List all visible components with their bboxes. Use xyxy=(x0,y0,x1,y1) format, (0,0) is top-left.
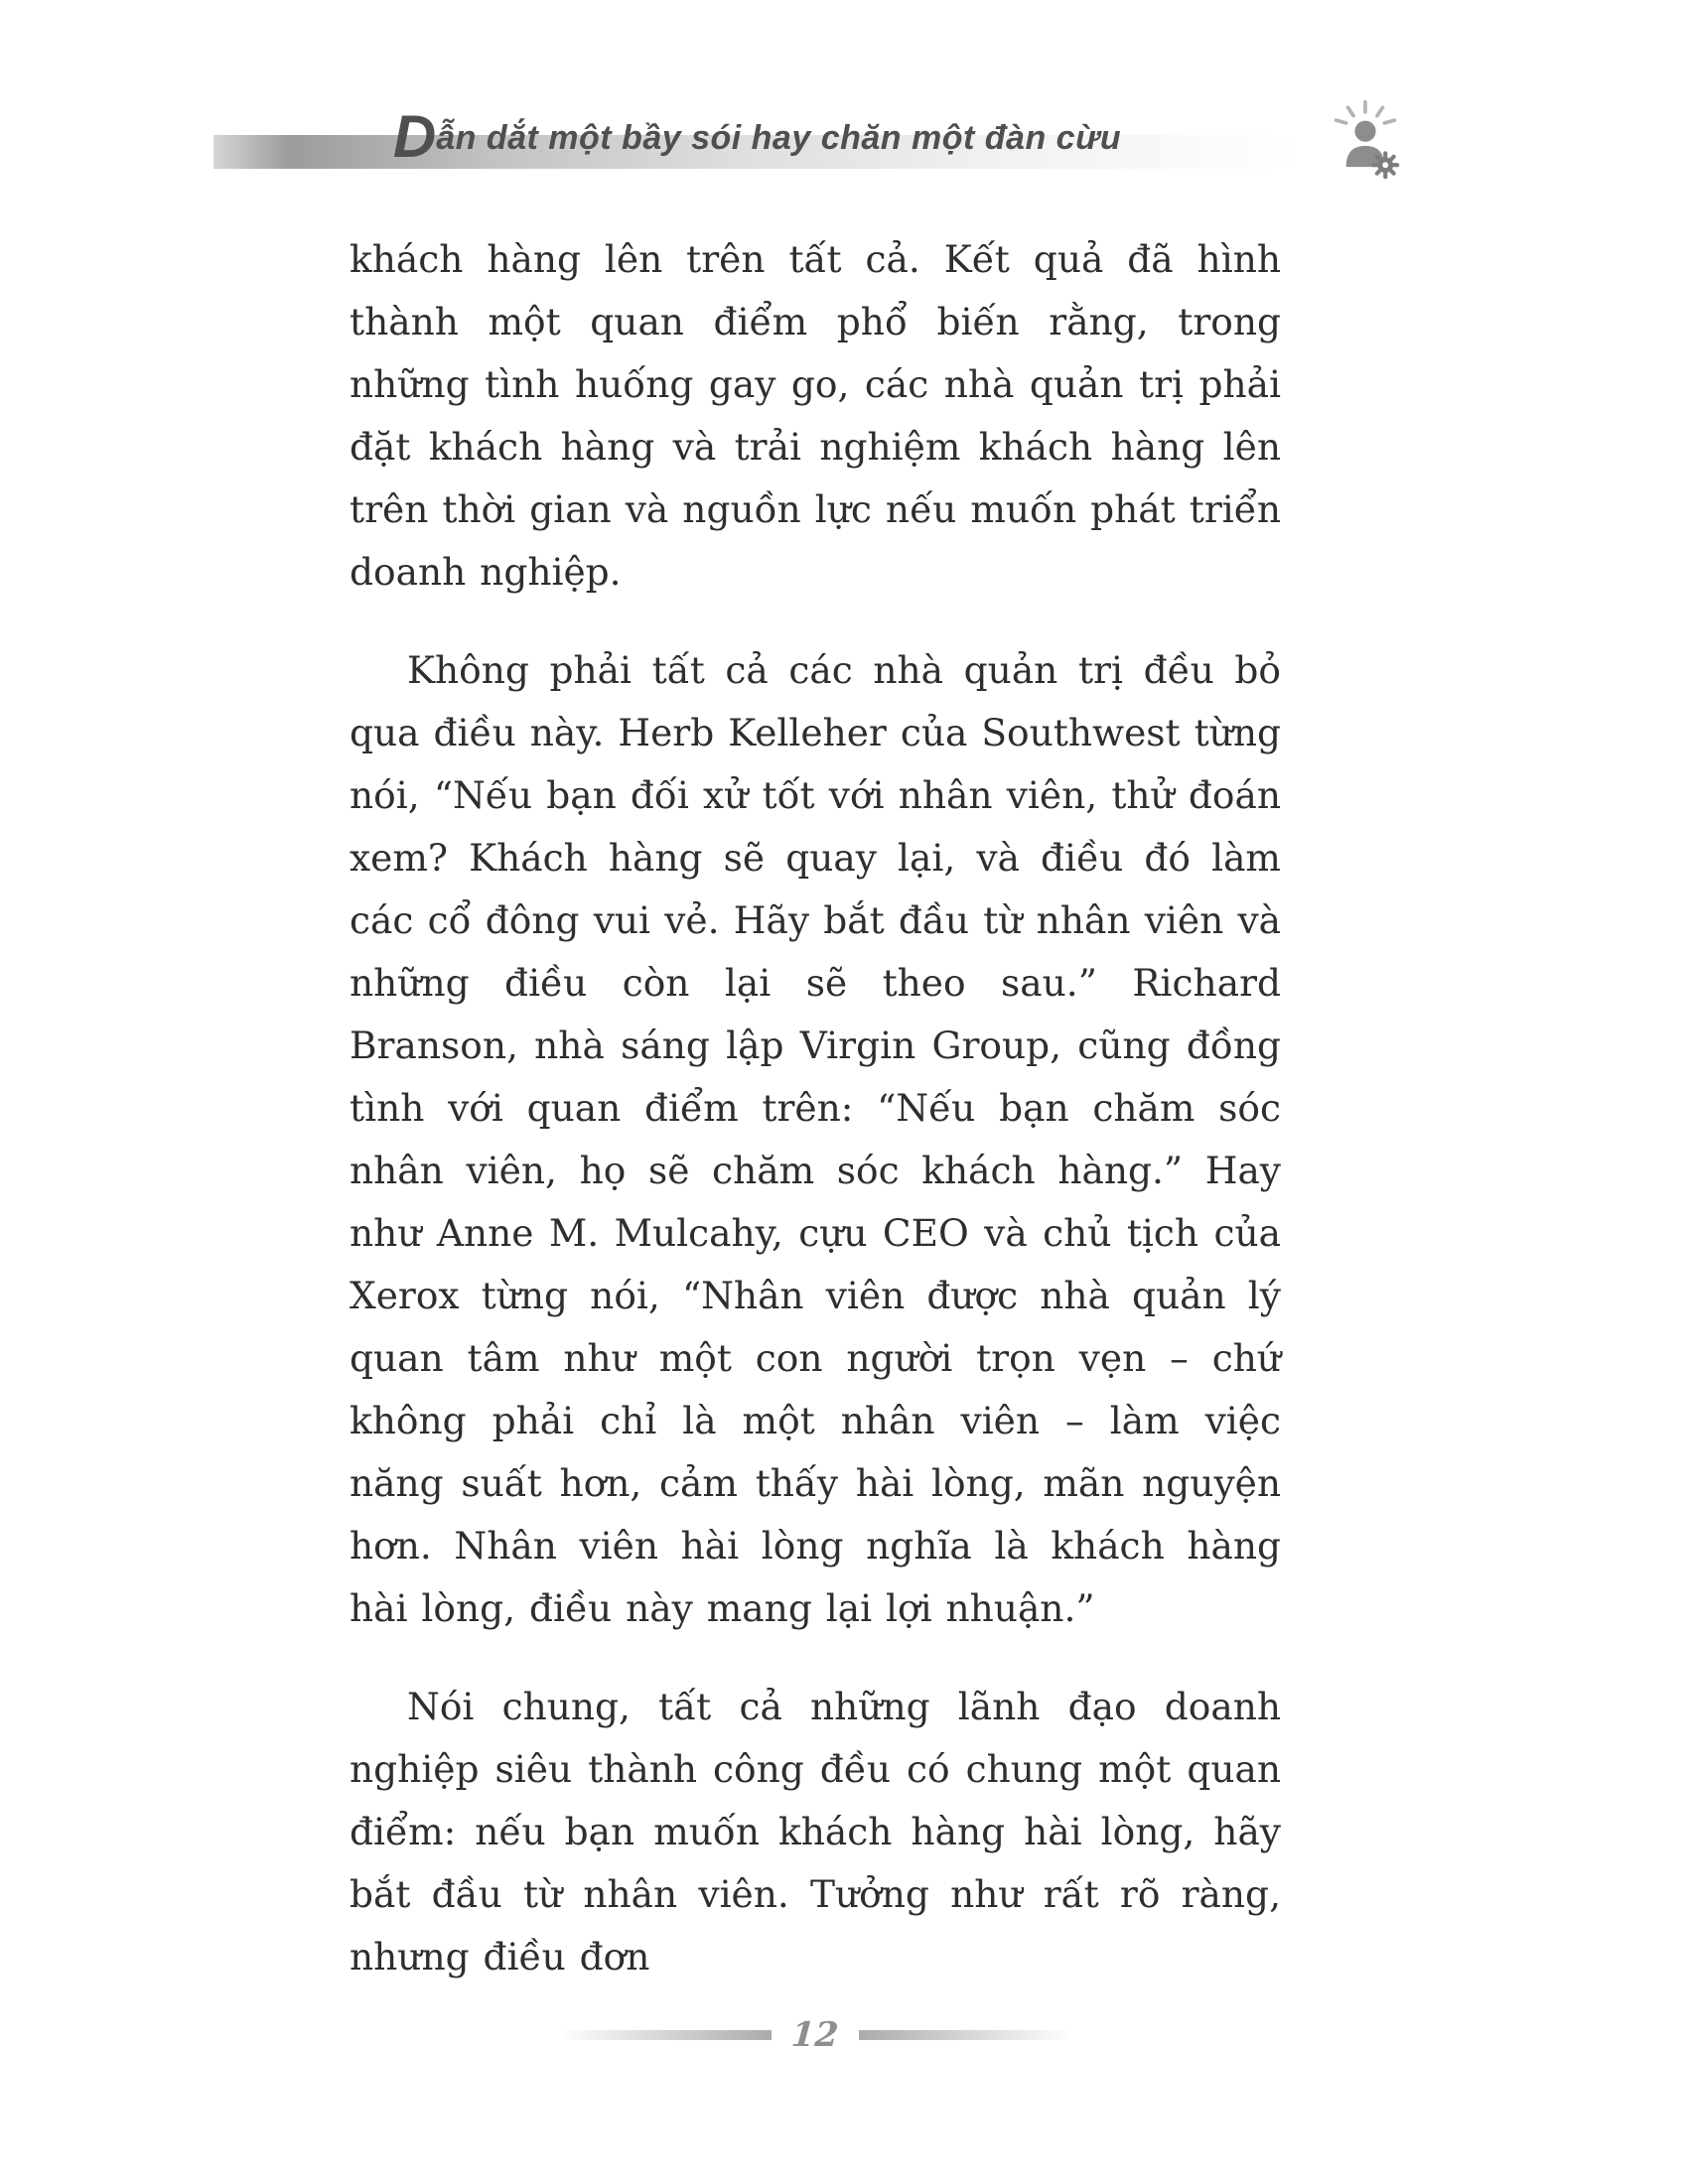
page-title xyxy=(213,103,1301,170)
paragraph-1: khách hàng lên trên tất cả. Kết quả đã hình thành một quan điểm phổ biến rằng, trong những tình huống gay go, các nhà quản trị phải đặt khách hàng và trải nghiệm khách hàng lên trên thời gian và nguồn lực nếu muốn phát triển doanh nghiệp. xyxy=(350,237,1281,594)
page-number: 12 xyxy=(789,2015,841,2055)
paragraph-3: Nói chung, tất cả những lãnh đạo doanh nghiệp siêu thành công đều có chung một quan điểm: nếu bạn muốn khách hàng hài lòng, hãy bắt đầu từ nhân viên. Tưởng như rất rõ ràng, nhưng điều đơn xyxy=(350,1685,1281,1979)
footer-rule-right xyxy=(859,2030,1072,2040)
idea-rays-icon xyxy=(1336,102,1395,123)
paragraph-2: Không phải tất cả các nhà quản trị đều bỏ qua điều này. Herb Kelleher của Southwest từng nói, “Nếu bạn đối xử tốt với nhân viên, thử đoán xem? Khách hàng sẽ quay lại, và điều đó làm các cổ đông vui vẻ. Hãy bắt đầu từ nhân viên và những điều còn lại sẽ theo sau.” Richard Branson, nhà sáng lập Virgin Group, cũng đồng tình với quan điểm trên: “Nếu bạn chăm sóc nhân viên, họ sẽ chăm sóc khách hàng.” Hay như Anne M. Mulcahy, cựu CEO và chủ tịch của Xerox từng nói, “Nhân viên được nhà quản lý quan tâm như một con người trọn vẹn – chứ không phải chỉ là một nhân viên – làm việc năng suất hơn, cảm thấy hài lòng, mãn nguyện hơn. Nhân viên hài lòng nghĩa là khách hàng hài lòng, điều này mang lại lợi nhuận.” xyxy=(350,648,1281,1630)
running-header xyxy=(213,103,1415,191)
title-text: ẫn dắt một bầy sói hay chăn một đàn cừu xyxy=(436,119,1122,157)
title-dropcap: D xyxy=(392,103,437,170)
footer-rule-left xyxy=(558,2030,772,2040)
gear-icon xyxy=(1373,153,1397,177)
page-footer xyxy=(350,2013,1281,2057)
person-idea-icon xyxy=(1316,99,1415,191)
page-body xyxy=(350,228,1281,2024)
